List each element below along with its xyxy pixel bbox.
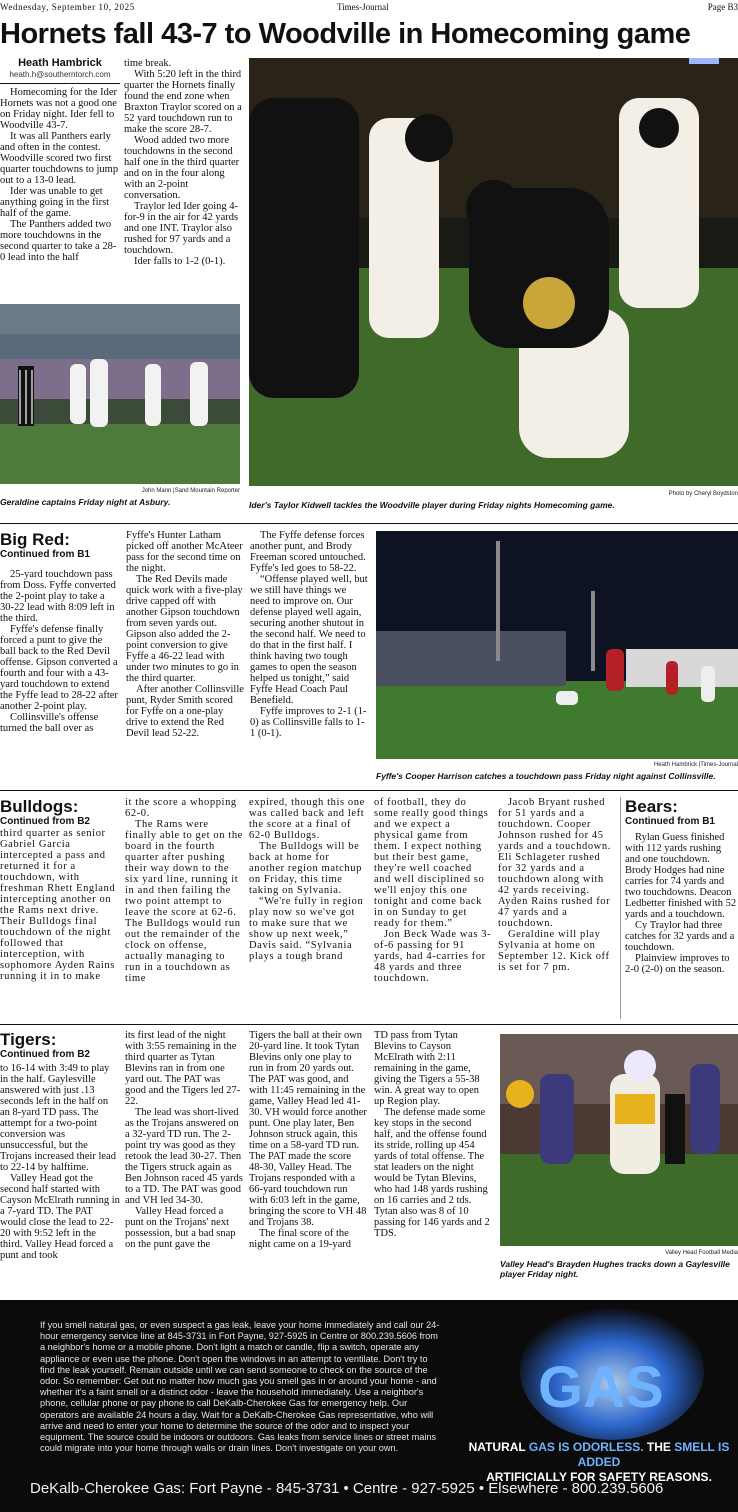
bulldogs-col-1 bbox=[0, 797, 120, 1022]
paragraph: Plainview improves to 2-0 (2-0) on the season. bbox=[625, 953, 730, 975]
paragraph: The Bulldogs will be back at home for another region matchup on Friday, this time taking on Sylvania. bbox=[249, 841, 362, 896]
paragraph: third quarter as senior Gabriel Garcia intercepted a pass and returned it for a touchdown, with freshman Rhett England intercepting another on the Rams next drive. Their Bulldogs final touchdown of the night followed that interception, with sophomore Ayden Rains running it in to make bbox=[0, 828, 116, 982]
section-title: Bulldogs: bbox=[0, 797, 79, 816]
paragraph: Geraldine will play Sylvania at home on September 12. Kick off is set for 7 pm. bbox=[498, 929, 610, 973]
photo-caption: Fyffe's Cooper Harrison catches a touchdown pass Friday night against Collinsville. bbox=[376, 771, 716, 781]
paragraph: expired, though this one was called back and left the score at a final of 62-0 Bulldogs. bbox=[249, 797, 365, 841]
section-divider bbox=[0, 1024, 738, 1025]
bigred-col-2 bbox=[126, 530, 244, 786]
paragraph: it the score a whopping 62-0. bbox=[125, 797, 237, 819]
photo-caption: Valley Head's Brayden Hughes tracks down a Gaylesville player Friday night. bbox=[500, 1259, 730, 1279]
lead-col-1 bbox=[0, 58, 120, 298]
folio-paper: Times-Journal bbox=[337, 2, 389, 12]
gas-word: GAS bbox=[538, 1355, 664, 1420]
paragraph: Homecoming for the Ider Hornets was not a good one on Friday night. Ider fell to Woodville 43-7. bbox=[0, 87, 118, 131]
paragraph: TD pass from Tytan Blevins to Cayson McElrath with 2:11 remaining in the game, giving the Tigers a 55-38 win. A great way to open up Region play. bbox=[374, 1030, 480, 1107]
photo-credit: John Mann |Sand Mountain Reporter bbox=[141, 488, 240, 494]
photo-caption: Geraldine captains Friday night at Asbury. bbox=[0, 497, 171, 507]
paragraph: Collinsville's offense turned the ball over as bbox=[0, 712, 99, 734]
paragraph: “We're fully in region play now so we've got to make sure that we show up next week,” Davis said. “Sylvania plays a tough brand bbox=[249, 896, 364, 962]
bulldogs-col-3 bbox=[249, 797, 367, 1022]
photo-ider-tackle bbox=[249, 58, 738, 486]
paragraph: Valley Head got the second half started with Cayson McElrath running in a 7-yard TD. The PAT would close the lead to 22-20 with 9:52 left in the third. Valley Head forced a punt and took bbox=[0, 1173, 120, 1261]
paragraph: The Panthers added two more touchdowns in the second quarter to take a 28-0 lead into the half bbox=[0, 219, 117, 263]
lead-col-2 bbox=[124, 58, 242, 298]
paragraph: Tigers the ball at their own 20-yard line. It took Tytan Blevins only one play to run in from 20 yards out. The PAT was good, and with 11:45 remaining in the game, Valley Head led 41-30. VH would force another punt. One play later, Ben Johnson struck again, this time on a 58-yard TD run. The PAT made the score 48-30, Valley Head. The Trojans responded with a 66-yard touchdown run with 6:03 left in the game, bringing the score to VH 48 and Trojans 38. bbox=[249, 1030, 367, 1228]
paragraph: After another Collinsville punt, Ryder Smith scored for Fyffe on a one-play drive to extend the Red Devil lead 52-22. bbox=[126, 684, 244, 739]
tagline-line-2: ARTIFICIALLY FOR SAFETY REASONS. bbox=[486, 1470, 712, 1484]
folio-date: Wednesday, September 10, 2025 bbox=[0, 2, 135, 12]
section-continued: Continued from B1 bbox=[625, 816, 715, 827]
ad-body: If you smell natural gas, or even suspect a gas leak, leave your home immediately and call our 24-hour emergency service line at 845-3731 in Fort Payne, 927-5925 in Centre or 800.239.5606 from a neighbor's home or a mobile phone. Don't light a match or candle, flip a switch, operate any appliance or even use the phone. Don't open the windows in an attempt to ventilate. Don't try to find the leak yourself. Remain outside until we can send someone to check on the source of the odor. So remember: Get out no matter how much gas you smell gas in or around your home - and whether it's a faint smell or a distinct odor - leave the household immediately. Use a neighbor's phone, cellular phone or pay phone to call DeKalb-Cherokee Gas for emergency help. Our operators are available 24 hours a day. Wait for a DeKalb-Cherokee Gas representative, who will arrive and need to enter your home to determine the source of the odor and to inspect your equipment. The source could be indoors or outdoors. Gas leaks from service lines or street mains could migrate into your home through walls or drain lines. Don't investigate on your own. bbox=[40, 1320, 440, 1454]
photo-credit: Heath Hambrick |Times-Journal bbox=[653, 762, 738, 768]
paragraph: Valley Head forced a punt on the Trojans' next possession, but a bad snap on the punt gave the bbox=[125, 1206, 236, 1250]
paragraph: Rylan Guess finished with 112 yards rushing and one touchdown. Brody Hodges had nine carries for 74 yards and two touchdowns. Deacon Ledbetter finished with 52 yards and a touchdown. bbox=[625, 832, 737, 920]
paragraph: to 16-14 with 3:49 to play in the half. Gaylesville answered with just .13 seconds left in the half on an 8-yard TD pass. The attempt for a two-point conversion was unsuccessful, but the Trojans increased their lead to 22-14 by halftime. bbox=[0, 1063, 116, 1173]
paragraph: The defense made some key stops in the second half, and the offense found its stride, rolling up 454 yards of total offense. The stat leaders on the night would be Tytan Blevins, who had 148 yards rushing on 16 carries and 2 tds. Tytan also was 8 of 10 passing for 146 yards and 2 TDS. bbox=[374, 1107, 490, 1239]
section-divider bbox=[0, 523, 738, 524]
paragraph: Ider was unable to get anything going in the first half of the game. bbox=[0, 186, 110, 219]
bulldogs-col-5 bbox=[498, 797, 616, 1022]
photo-caption: Ider's Taylor Kidwell tackles the Woodville player during Friday nights Homecoming game. bbox=[249, 500, 615, 510]
paragraph: “Offense played well, but we still have things we need to improve on. Our defense played well again, securing another shutout in the second half. We need to do that in the first half. I think having two tough games to open the season helped us tonight,” said Fyffe Head Coach Paul Benefield. bbox=[250, 574, 368, 706]
photo-fyffe-catch bbox=[376, 531, 738, 759]
paragraph: Fyffe's defense finally forced a punt to give the ball back to the Red Devil offense. Gipson converted a fourth and four with a 43-yard touchdown to extend the Fyffe lead to 28-22 after another 2-point play. bbox=[0, 624, 118, 712]
paragraph: Jon Beck Wade was 3-of-6 passing for 91 yards, had 4-carries for 48 yards and three touchdown. bbox=[374, 929, 492, 984]
gas-safety-ad bbox=[0, 1300, 738, 1512]
paragraph: time break. bbox=[124, 58, 172, 69]
byline-email: heath.h@southerntorch.com bbox=[0, 69, 120, 84]
paragraph: With 5:20 left in the third quarter the Hornets finally found the end zone when Braxton Traylor scored on a 52 yard touchdown run to make the score 28-7. bbox=[124, 69, 242, 135]
tag-text: GAS IS ODORLESS. bbox=[528, 1440, 644, 1454]
photo-ider-image bbox=[249, 58, 738, 486]
tag-text: SMELL IS ADDED bbox=[577, 1440, 730, 1469]
paragraph: The Fyffe defense forces another punt, and Brody Freeman scored untouched. Fyffe's led goes to 58-22. bbox=[250, 530, 366, 574]
photo-valley-image bbox=[500, 1034, 738, 1246]
bigred-col-3 bbox=[250, 530, 368, 786]
bigred-col-1 bbox=[0, 530, 120, 786]
byline-author: Heath Hambrick bbox=[18, 58, 102, 69]
ad-tagline bbox=[460, 1440, 738, 1485]
folio-page: Page B3 bbox=[707, 2, 738, 12]
paragraph: Traylor led Ider going 4-for-9 in the air for 42 yards and one INT. Traylor also rushed for 97 yards and a touchdown. bbox=[124, 201, 239, 256]
paragraph: The lead was short-lived as the Trojans answered on a 32-yard TD run. The 2-point try was good as they retook the lead 30-27. Then the Tigers struck again as Ben Johnson raced 45 yards to a TD. The PAT was good and VH led 34-30. bbox=[125, 1107, 243, 1206]
tigers-col-3 bbox=[249, 1030, 367, 1295]
folio bbox=[0, 0, 738, 14]
paragraph: its first lead of the night with 3:55 remaining in the third quarter as Tytan Blevins ran in from one yard out. The PAT was good and the Tigers led 27-22. bbox=[125, 1030, 241, 1107]
paragraph: Fyffe's Hunter Latham picked off another McAteer pass for the second time on the night. bbox=[126, 530, 243, 574]
paragraph: The final score of the night came on a 19-yard bbox=[249, 1228, 352, 1250]
tigers-col-2 bbox=[125, 1030, 243, 1295]
paragraph: Wood added two more touchdowns in the second half one in the third quarter and on in the four along with an 2-point conversation. bbox=[124, 135, 240, 201]
paragraph: of football, they do some really good things and we expect a physical game from them. I expect nothing but their best game, they're well coached and well disciplined so we'll enjoy this one tonight and come back in on Sunday to get ready for them.” bbox=[374, 797, 489, 929]
photo-geraldine-image bbox=[0, 304, 240, 484]
section-continued: Continued from B2 bbox=[0, 816, 90, 827]
photo-valley-head bbox=[500, 1034, 738, 1246]
photo-credit: Photo by Cheryl Boydston bbox=[668, 491, 738, 497]
section-title: Big Red: bbox=[0, 530, 70, 549]
paragraph: Fyffe improves to 2-1 (1-0) as Collinsville falls to 1-1 (0-1). bbox=[250, 706, 367, 739]
tag-text: THE bbox=[643, 1440, 675, 1454]
section-title: Bears: bbox=[625, 797, 678, 816]
tigers-col-4 bbox=[374, 1030, 492, 1295]
tigers-col-1 bbox=[0, 1030, 120, 1295]
headline: Hornets fall 43-7 to Woodville in Homecoming game bbox=[0, 18, 691, 50]
tagline-line-1 bbox=[460, 1440, 738, 1470]
photo-fyffe-image bbox=[376, 531, 738, 759]
section-continued: Continued from B1 bbox=[0, 549, 90, 560]
bulldogs-col-2 bbox=[125, 797, 243, 1022]
bears-col bbox=[625, 797, 738, 1022]
paragraph: Jacob Bryant rushed for 51 yards and a touchdown. Cooper Johnson rushed for 45 yards and a touchdown. Eli Schlageter rushed for 32 yards and a touchdown along with 42 yards receiving. Ayden Rains rushed for 47 yards and a touchdown. bbox=[498, 797, 611, 929]
section-continued: Continued from B2 bbox=[0, 1049, 90, 1060]
section-title: Tigers: bbox=[0, 1030, 57, 1049]
paragraph: The Rams were finally able to get on the board in the fourth quarter after pushing their way down to the six yard line, running it in and then failing the two point attempt to leave the score at 62-6. The Bulldogs would run out the remainder of the clock on offense, actually managing to run in a touchdown as time bbox=[125, 819, 243, 984]
paragraph: Ider falls to 1-2 (0-1). bbox=[134, 256, 226, 267]
paragraph: The Red Devils made quick work with a five-play drive capped off with another Gipson touchdown from seven yards out. Gipson also added the 2-point conversion to give Fyffe a 46-22 lead with under two minutes to go in the third quarter. bbox=[126, 574, 243, 684]
paragraph: 25-yard touchdown pass from Doss. Fyffe converted the 2-point play to take a 30-22 lead with 8:09 left in the third. bbox=[0, 569, 116, 624]
tag-text: NATURAL bbox=[468, 1440, 529, 1454]
paragraph: It was all Panthers early and often in the contest. Woodville scored two first quarter touchdowns to jump out to a 13-0 lead. bbox=[0, 131, 119, 186]
paragraph: Cy Traylor had three catches for 32 yards and a touchdown. bbox=[625, 920, 735, 953]
ad-footer: DeKalb-Cherokee Gas: Fort Payne - 845-3731 • Centre - 927-5925 • Elsewhere - 800.239.5606 bbox=[30, 1480, 664, 1497]
photo-geraldine-captains bbox=[0, 304, 240, 484]
byline bbox=[0, 58, 120, 84]
column-divider bbox=[620, 797, 621, 1019]
bulldogs-col-4 bbox=[374, 797, 492, 1022]
section-divider bbox=[0, 790, 738, 791]
photo-credit: Valley Head Football Media bbox=[665, 1250, 738, 1256]
